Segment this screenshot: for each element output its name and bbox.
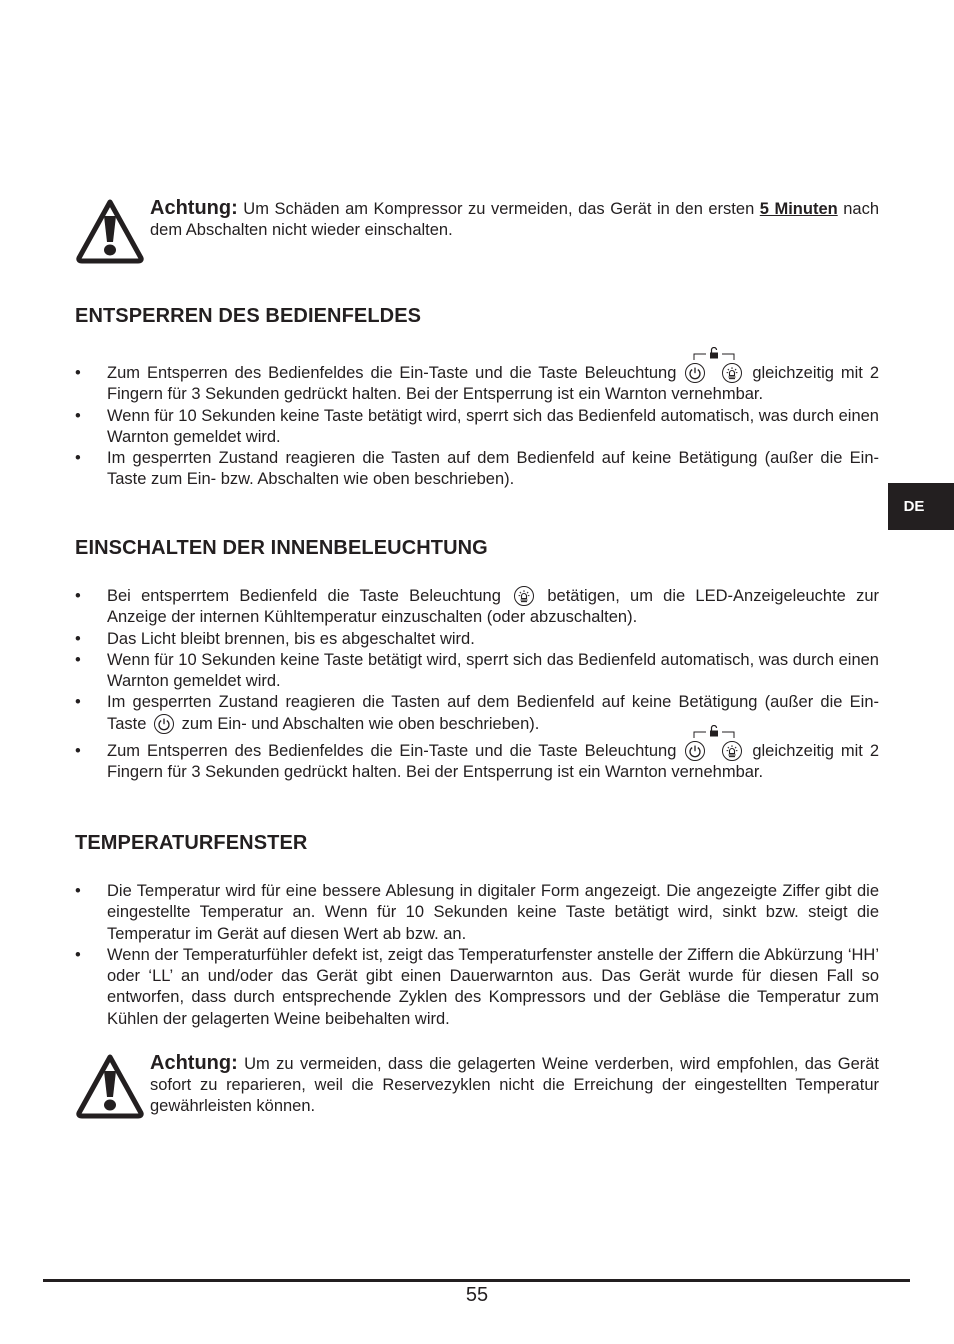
list-item: • Wenn der Temperaturfühler defekt ist, zeigt das Temperaturfenster anstelle der Ziffern die Abkürzung ‘HH’ oder ‘LL’ an und/oder das Gerät gibt einen Dauerwarnton aus. Das Gerät wurde für diesen Fall so entworfen, dass durch entsprechende Zyklen des Kompressors und der Gebläse die Temperatur zum Kühlen der gelagerten Weine beibehalten wird. xyxy=(75,945,879,1030)
power-light-combo xyxy=(685,363,743,383)
light-icon xyxy=(722,363,742,383)
list-item xyxy=(75,363,879,406)
list-item-text: Zum Entsperren des Bedienfeldes die Ein-Taste und die Taste Beleuchtung xyxy=(107,364,677,382)
list-item xyxy=(75,586,879,629)
list-item: • Wenn für 10 Sekunden keine Taste betätigt wird, sperrt sich das Bedienfeld automatisch, was durch einen Warnton gemeldet wird. xyxy=(75,406,879,449)
lock-icon xyxy=(693,725,735,739)
language-tab xyxy=(888,483,954,530)
warning-top-text-after: nach dem Abschalten nicht wieder einschalten. xyxy=(150,200,879,239)
list-light xyxy=(75,586,879,784)
list-item xyxy=(75,692,879,735)
heading-unlock: ENTSPERREN DES BEDIENFELDES xyxy=(75,305,422,327)
lock-icon xyxy=(693,347,735,361)
page-number: 55 xyxy=(465,1284,489,1306)
warning-bottom xyxy=(75,1053,879,1117)
warning-triangle-icon xyxy=(75,198,145,264)
list-item: • Die Temperatur wird für eine bessere Ablesung in digitaler Form angezeigt. Die angezeigte Ziffer gibt die eingestellte Temperatur an. Wenn für 10 Sekunden keine Taste betätigt wird, sinkt bzw. steigt die Temperatur im Gerät auf diesen Wert ab bzw. an. xyxy=(75,881,879,945)
list-item-text: zum Ein- und Abschalten wie oben beschrieben). xyxy=(181,714,540,733)
list-item-text: Zum Entsperren des Bedienfeldes die Ein-Taste und die Taste Beleuchtung xyxy=(107,742,677,761)
list-item-text: gleichzeitig mit 2 Fingern für 3 Sekunden gedrückt halten. Bei der Entsperrung ist ein Warnton vernehmbar. xyxy=(107,742,879,782)
list-item xyxy=(75,741,879,784)
warning-top-label: Achtung: xyxy=(150,197,238,219)
light-icon xyxy=(514,586,534,606)
warning-top-emphasis: 5 Minuten xyxy=(759,200,838,218)
list-item: • Das Licht bleibt brennen, bis es abgeschaltet wird. xyxy=(75,629,879,650)
footer-rule xyxy=(43,1279,910,1282)
warning-top xyxy=(75,198,879,241)
light-icon xyxy=(722,741,742,761)
list-temperature xyxy=(75,881,879,1030)
list-item: • Im gesperrten Zustand reagieren die Tasten auf dem Bedienfeld auf keine Betätigung (außer die Ein-Taste zum Ein- bzw. Abschalten wie oben beschrieben). xyxy=(75,448,879,491)
warning-bottom-text xyxy=(150,1053,879,1117)
warning-bottom-text-body: Um zu vermeiden, dass die gelagerten Weine verderben, wird empfohlen, das Gerät sofort zu reparieren, weil die Reservezyklen nicht die Erreichung der eingestellten Temperatur gewährleisten können. xyxy=(150,1055,879,1115)
warning-bottom-label: Achtung: xyxy=(150,1052,238,1074)
power-light-combo xyxy=(685,741,743,761)
language-tab-label: DE xyxy=(903,498,925,515)
list-item: • Wenn für 10 Sekunden keine Taste betätigt wird, sperrt sich das Bedienfeld automatisch, was durch einen Warnton gemeldet wird. xyxy=(75,650,879,693)
power-icon xyxy=(685,363,705,383)
power-icon xyxy=(154,714,174,734)
power-icon xyxy=(685,741,705,761)
list-item-text: Bei entsperrtem Bedienfeld die Taste Beleuchtung xyxy=(107,587,501,605)
warning-triangle-icon xyxy=(75,1053,145,1119)
warning-top-text xyxy=(150,198,879,241)
heading-temperature: TEMPERATURFENSTER xyxy=(75,832,308,854)
list-item-text: betätigen, um die LED-Anzeigeleuchte zur Anzeige der internen Kühltemperatur einzuschalten (oder abzuschalten). xyxy=(107,587,879,627)
heading-light: EINSCHALTEN DER INNENBELEUCHTUNG xyxy=(75,537,488,559)
list-item-text: gleichzeitig mit 2 Fingern für 3 Sekunden gedrückt halten. Bei der Entsperrung ist ein Warnton vernehmbar. xyxy=(107,364,879,404)
list-item-text: Im gesperrten Zustand reagieren die Tasten auf dem Bedienfeld auf keine Betätigung (außer die Ein-Taste xyxy=(107,693,879,733)
warning-top-text-before: Um Schäden am Kompressor zu vermeiden, das Gerät in den ersten xyxy=(237,200,760,218)
list-unlock xyxy=(75,363,879,491)
